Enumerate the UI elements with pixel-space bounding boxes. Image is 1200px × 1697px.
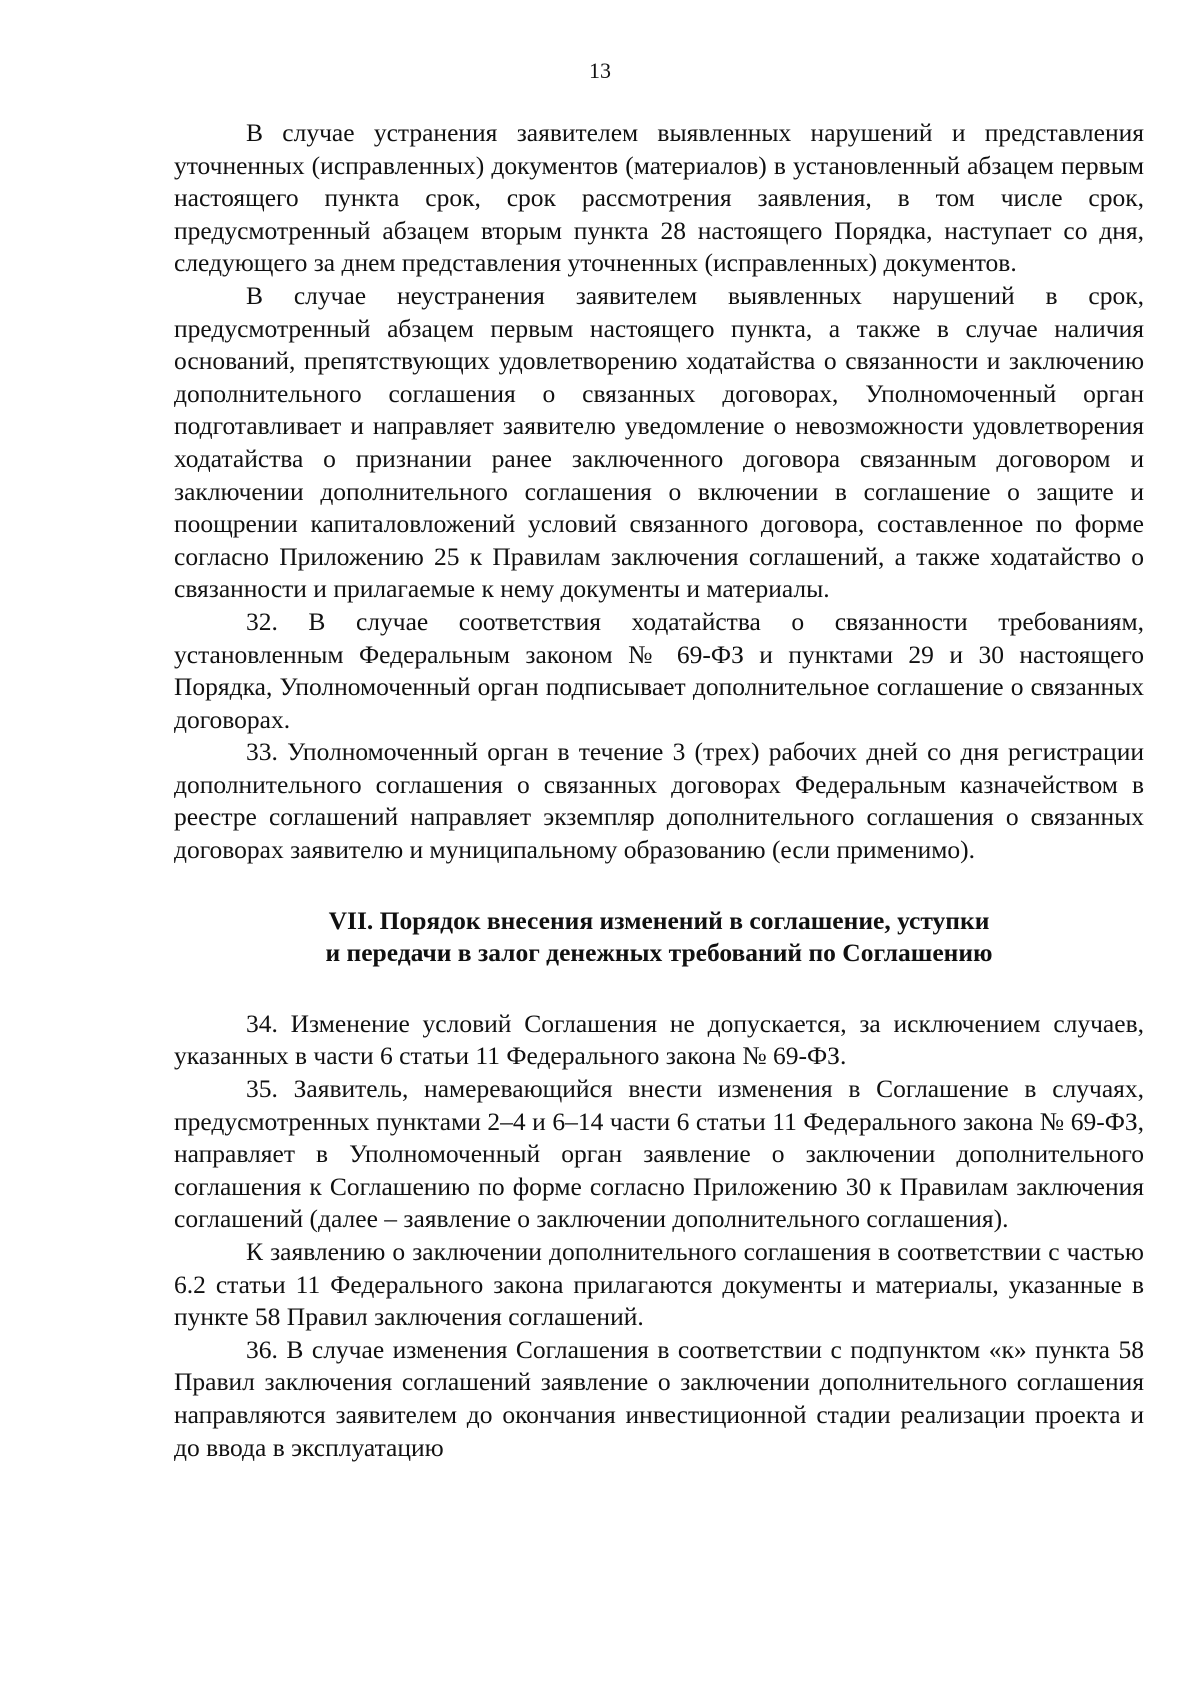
paragraph-item-35: 35. Заявитель, намеревающийся внести изменения в Соглашение в случаях, предусмотренных пунктами 2–4 и 6–14 части 6 статьи 11 Федерального закона № 69-ФЗ, направляет в Уполномоченный орган заявление о заключении дополнительного соглашения к Соглашению по форме согласно Приложению 30 к Правилам заключения соглашений (далее – заявление о заключении дополнительного соглашения). [174,1074,1144,1234]
section-heading-line-1: VII. Порядок внесения изменений в соглашение, уступки [328,905,990,935]
section-heading [174,905,1144,970]
paragraph-attachments: К заявлению о заключении дополнительного соглашения в соответствии с частью 6.2 статьи 11 Федерального закона прилагаются документы и материалы, указанные в пункте 58 Правил заключения соглашений. [174,1237,1144,1332]
paragraph-item-32: 32. В случае соответствия ходатайства о связанности требованиям, установленным Федеральным законом № 69-ФЗ и пунктами 29 и 30 настоящего Порядка, Уполномоченный орган подписывает дополнительное соглашение о связанных договорах. [174,606,1144,734]
paragraph-deadline-correction: В случае устранения заявителем выявленных нарушений и представления уточненных (исправленных) документов (материалов) в установленный абзацем первым настоящего пункта срок, срок рассмотрения заявления, в том числе срок, предусмотренный абзацем вторым пункта 28 настоящего Порядка, наступает со дня, следующего за днем представления уточненных (исправленных) документов. [174,118,1144,278]
page-number: 13 [589,58,611,83]
paragraph-item-36: 36. В случае изменения Соглашения в соответствии с подпунктом «к» пункта 58 Правил заключения соглашений заявление о заключении дополнительного соглашения направляются заявителем до окончания инвестиционной стадии реализации проекта и до ввода в эксплуатацию [174,1334,1144,1462]
section-heading-line-2: и передачи в залог денежных требований по Соглашению [325,938,993,968]
paragraph-item-34: 34. Изменение условий Соглашения не допускается, за исключением случаев, указанных в части 6 статьи 11 Федерального закона № 69-ФЗ. [174,1008,1144,1071]
paragraph-item-33: 33. Уполномоченный орган в течение 3 (трех) рабочих дней со дня регистрации дополнительного соглашения о связанных договорах Федеральным казначейством в реестре соглашений направляет экземпляр дополнительного соглашения о связанных договорах заявителю и муниципальному образованию (если применимо). [174,737,1144,865]
paragraph-non-correction: В случае неустранения заявителем выявленных нарушений в срок, предусмотренный абзацем первым настоящего пункта, а также в случае наличия оснований, препятствующих удовлетворению ходатайства о связанности и заключению дополнительного соглашения о связанных договорах, Уполномоченный орган подготавливает и направляет заявителю уведомление о невозможности удовлетворения ходатайства о признании ранее заключенного договора связанным договором и заключении дополнительного соглашения о включении в соглашение о защите и поощрении капиталовложений условий связанного договора, составленное по форме согласно Приложению 25 к Правилам заключения соглашений, а также ходатайство о связанности и прилагаемые к нему документы и материалы. [174,280,1144,604]
document-body [174,117,1144,1464]
